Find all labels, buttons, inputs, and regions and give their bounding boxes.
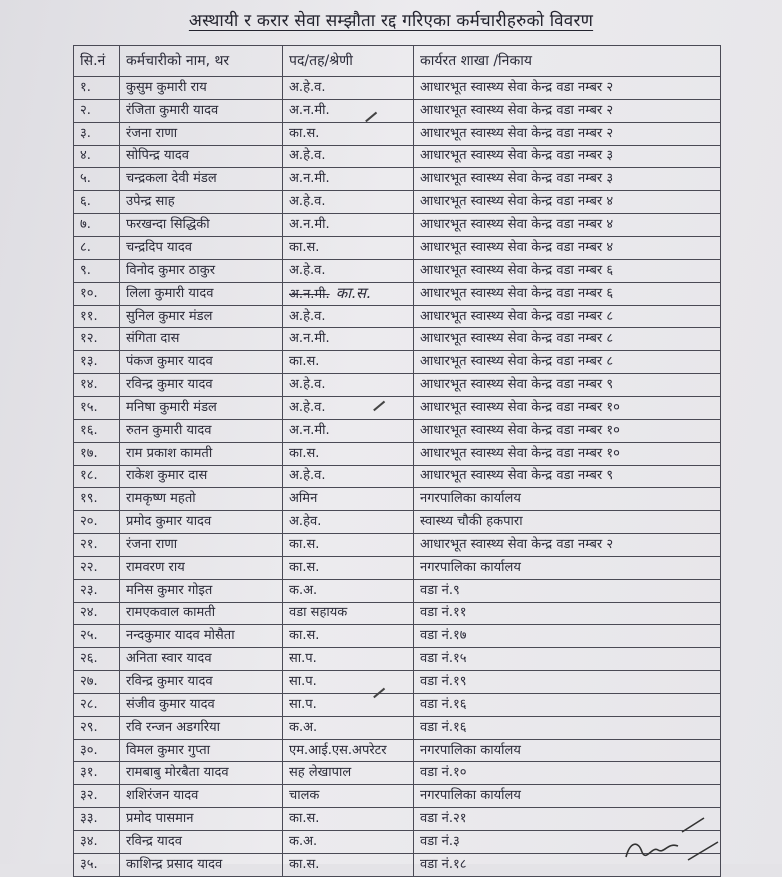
serial-cell: १६. <box>74 419 120 442</box>
office-cell: आधारभूत स्वास्थ्य सेवा केन्द्र वडा नम्बर ८ <box>414 328 721 351</box>
table-row <box>74 305 721 328</box>
office-cell: नगरपालिका कार्यालय <box>414 488 721 511</box>
post-cell: अ.हे.व. <box>283 191 414 214</box>
office-cell: आधारभूत स्वास्थ्य सेवा केन्द्र वडा नम्बर ८ <box>414 305 721 328</box>
post-cell: सह लेखापाल <box>283 762 414 785</box>
table-row <box>74 465 721 488</box>
table-row <box>74 671 721 694</box>
post-cell: का.स. <box>283 351 414 374</box>
post-cell: का.स. <box>283 556 414 579</box>
serial-cell: १७. <box>74 442 120 465</box>
office-cell: आधारभूत स्वास्थ्य सेवा केन्द्र वडा नम्बर ४ <box>414 214 721 237</box>
table-row <box>74 122 721 145</box>
table-row <box>74 145 721 168</box>
employee-table <box>73 45 721 877</box>
serial-cell: ४. <box>74 145 120 168</box>
table-row <box>74 214 721 237</box>
post-cell: अ.हे.व. <box>283 77 414 100</box>
name-cell: सुनिल कुमार मंडल <box>120 305 283 328</box>
post-cell: अ.हे.व. <box>283 374 414 397</box>
post-cell: का.स. <box>283 236 414 259</box>
table-body <box>74 77 721 877</box>
table-row <box>74 739 721 762</box>
table-row <box>74 419 721 442</box>
serial-cell: २०. <box>74 511 120 534</box>
post-cell: अ.हे.व. <box>283 305 414 328</box>
name-cell: रविन्द्र कुमार यादव <box>120 374 283 397</box>
name-cell: पंकज कुमार यादव <box>120 351 283 374</box>
name-cell: मनिस कुमार गोइत <box>120 579 283 602</box>
serial-cell: ११. <box>74 305 120 328</box>
office-cell: वडा नं.२१ <box>414 808 721 831</box>
office-cell: वडा नं.१७ <box>414 625 721 648</box>
name-cell: रंजिता कुमारी यादव <box>120 99 283 122</box>
post-cell: सा.प. <box>283 671 414 694</box>
name-cell: रविन्द्र यादव <box>120 831 283 854</box>
post-cell: का.स. <box>283 442 414 465</box>
serial-cell: २६. <box>74 648 120 671</box>
office-cell: आधारभूत स्वास्थ्य सेवा केन्द्र वडा नम्बर ८ <box>414 351 721 374</box>
office-cell: आधारभूत स्वास्थ्य सेवा केन्द्र वडा नम्बर ४ <box>414 191 721 214</box>
post-cell: अ.न.मी. <box>283 99 414 122</box>
post-cell: क.अ. <box>283 831 414 854</box>
table-row <box>74 259 721 282</box>
office-cell: आधारभूत स्वास्थ्य सेवा केन्द्र वडा नम्बर १० <box>414 442 721 465</box>
name-cell: राम प्रकाश कामती <box>120 442 283 465</box>
serial-cell: ७. <box>74 214 120 237</box>
table-row <box>74 351 721 374</box>
page-title: अस्थायी र करार सेवा सम्झौता रद्द गरिएका कर्मचारीहरुको विवरण <box>188 11 594 31</box>
office-cell: नगरपालिका कार्यालय <box>414 739 721 762</box>
name-cell: अनिता स्वार यादव <box>120 648 283 671</box>
name-cell: रामबाबु मोरबैता यादव <box>120 762 283 785</box>
office-cell: वडा नं.१० <box>414 762 721 785</box>
name-cell: मनिषा कुमारी मंडल <box>120 396 283 419</box>
office-cell: वडा नं.३ <box>414 831 721 854</box>
post-cell: का.स. <box>283 625 414 648</box>
post-cell: वडा सहायक <box>283 602 414 625</box>
header-serial: सि.नं <box>74 46 120 77</box>
office-cell: आधारभूत स्वास्थ्य सेवा केन्द्र वडा नम्बर ९ <box>414 374 721 397</box>
serial-cell: २५. <box>74 625 120 648</box>
name-cell: रामएकवाल कामती <box>120 602 283 625</box>
post-cell: सा.प. <box>283 648 414 671</box>
name-cell: विमल कुमार गुप्ता <box>120 739 283 762</box>
table-row <box>74 785 721 808</box>
name-cell: सोपिन्द्र यादव <box>120 145 283 168</box>
office-cell: स्वास्थ्य चौकी हकपारा <box>414 511 721 534</box>
handwritten-correction: का.स. <box>335 283 371 302</box>
header-post: पद/तह/श्रेणी <box>283 46 414 77</box>
table-header-row <box>74 46 721 77</box>
post-cell: अ.न.मी. <box>283 328 414 351</box>
serial-cell: ६. <box>74 191 120 214</box>
post-cell: एम.आई.एस.अपरेटर <box>283 739 414 762</box>
name-cell: रवि रन्जन अडगरिया <box>120 716 283 739</box>
serial-cell: २२. <box>74 556 120 579</box>
serial-cell: ३२. <box>74 785 120 808</box>
serial-cell: २७. <box>74 671 120 694</box>
office-cell: आधारभूत स्वास्थ्य सेवा केन्द्र वडा नम्बर २ <box>414 534 721 557</box>
name-cell: विनोद कुमार ठाकुर <box>120 259 283 282</box>
serial-cell: ५. <box>74 168 120 191</box>
office-cell: नगरपालिका कार्यालय <box>414 556 721 579</box>
post-cell: चालक <box>283 785 414 808</box>
office-cell: वडा नं.११ <box>414 602 721 625</box>
serial-cell: १९. <box>74 488 120 511</box>
serial-cell: २३. <box>74 579 120 602</box>
post-cell: का.स. <box>283 534 414 557</box>
table-row <box>74 534 721 557</box>
serial-cell: ३०. <box>74 739 120 762</box>
signature-scribble <box>608 812 728 864</box>
table-row <box>74 488 721 511</box>
name-cell: प्रमोद कुमार यादव <box>120 511 283 534</box>
post-cell: का.स. <box>283 808 414 831</box>
serial-cell: १२. <box>74 328 120 351</box>
post-cell: क.अ. <box>283 716 414 739</box>
office-cell: वडा नं.१८ <box>414 853 721 876</box>
office-cell: आधारभूत स्वास्थ्य सेवा केन्द्र वडा नम्बर २ <box>414 99 721 122</box>
serial-cell: १४. <box>74 374 120 397</box>
name-cell: कुसुम कुमारी राय <box>120 77 283 100</box>
table-row <box>74 693 721 716</box>
serial-cell: ३५. <box>74 853 120 876</box>
office-cell: आधारभूत स्वास्थ्य सेवा केन्द्र वडा नम्बर १० <box>414 419 721 442</box>
serial-cell: २९. <box>74 716 120 739</box>
office-cell: वडा नं.१९ <box>414 671 721 694</box>
table-row <box>74 374 721 397</box>
table-row <box>74 328 721 351</box>
serial-cell: १३. <box>74 351 120 374</box>
name-cell: रंजना राणा <box>120 122 283 145</box>
serial-cell: २८. <box>74 693 120 716</box>
office-cell: आधारभूत स्वास्थ्य सेवा केन्द्र वडा नम्बर ३ <box>414 145 721 168</box>
name-cell: काशिन्द्र प्रसाद यादव <box>120 853 283 876</box>
table-row <box>74 77 721 100</box>
name-cell: चन्द्रदिप यादव <box>120 236 283 259</box>
post-cell: अ.न.मी. <box>283 168 414 191</box>
table-row <box>74 579 721 602</box>
name-cell: लिला कुमारी यादव <box>120 282 283 305</box>
serial-cell: ३४. <box>74 831 120 854</box>
serial-cell: १५. <box>74 396 120 419</box>
serial-cell: ३१. <box>74 762 120 785</box>
post-cell: का.स. <box>283 853 414 876</box>
post-cell: अ.हे.व. <box>283 396 414 419</box>
table-row <box>74 236 721 259</box>
post-cell: अ.हे.व. <box>283 145 414 168</box>
serial-cell: ३३. <box>74 808 120 831</box>
name-cell: फरखन्दा सिद्धिकी <box>120 214 283 237</box>
office-cell: आधारभूत स्वास्थ्य सेवा केन्द्र वडा नम्बर २ <box>414 77 721 100</box>
table-row <box>74 625 721 648</box>
struck-post-text: अ.न.मी. <box>289 286 330 302</box>
office-cell: आधारभूत स्वास्थ्य सेवा केन्द्र वडा नम्बर ६ <box>414 282 721 305</box>
office-cell: आधारभूत स्वास्थ्य सेवा केन्द्र वडा नम्बर ६ <box>414 259 721 282</box>
office-cell: वडा नं.९ <box>414 579 721 602</box>
serial-cell: १८. <box>74 465 120 488</box>
office-cell: वडा नं.१६ <box>414 716 721 739</box>
post-cell: अमिन <box>283 488 414 511</box>
header-office: कार्यरत शाखा /निकाय <box>414 46 721 77</box>
serial-cell: १. <box>74 77 120 100</box>
serial-cell: १०. <box>74 282 120 305</box>
office-cell: वडा नं.१६ <box>414 693 721 716</box>
post-cell: का.स. <box>283 122 414 145</box>
post-cell: अ.हेव. <box>283 511 414 534</box>
office-cell: नगरपालिका कार्यालय <box>414 785 721 808</box>
name-cell: शशिरंजन यादव <box>120 785 283 808</box>
table-row <box>74 716 721 739</box>
name-cell: रुतन कुमारी यादव <box>120 419 283 442</box>
table-row <box>74 442 721 465</box>
table-row <box>74 602 721 625</box>
name-cell: रंजना राणा <box>120 534 283 557</box>
table-row <box>74 396 721 419</box>
serial-cell: २१. <box>74 534 120 557</box>
serial-cell: ३. <box>74 122 120 145</box>
name-cell: उपेन्द्र साह <box>120 191 283 214</box>
name-cell: चन्द्रकला देवी मंडल <box>120 168 283 191</box>
name-cell: रामकृष्ण महतो <box>120 488 283 511</box>
serial-cell: ८. <box>74 236 120 259</box>
name-cell: प्रमोद पासमान <box>120 808 283 831</box>
serial-cell: २. <box>74 99 120 122</box>
post-cell <box>283 282 414 305</box>
post-cell: अ.न.मी. <box>283 419 414 442</box>
table-row <box>74 168 721 191</box>
name-cell: रामवरण राय <box>120 556 283 579</box>
name-cell: नन्दकुमार यादव मोसैता <box>120 625 283 648</box>
post-cell: अ.हे.व. <box>283 465 414 488</box>
name-cell: राकेश कुमार दास <box>120 465 283 488</box>
table-row <box>74 762 721 785</box>
table-row <box>74 191 721 214</box>
post-cell: अ.हे.व. <box>283 259 414 282</box>
post-cell: क.अ. <box>283 579 414 602</box>
post-cell: सा.प. <box>283 693 414 716</box>
table-row <box>74 648 721 671</box>
name-cell: रविन्द्र कुमार यादव <box>120 671 283 694</box>
table-row <box>74 511 721 534</box>
serial-cell: २४. <box>74 602 120 625</box>
table-row <box>74 282 721 305</box>
name-cell: संजीव कुमार यादव <box>120 693 283 716</box>
serial-cell: ९. <box>74 259 120 282</box>
office-cell: आधारभूत स्वास्थ्य सेवा केन्द्र वडा नम्बर ४ <box>414 236 721 259</box>
post-cell: अ.न.मी. <box>283 214 414 237</box>
office-cell: आधारभूत स्वास्थ्य सेवा केन्द्र वडा नम्बर १० <box>414 396 721 419</box>
table-row <box>74 556 721 579</box>
table-row <box>74 99 721 122</box>
office-cell: आधारभूत स्वास्थ्य सेवा केन्द्र वडा नम्बर ९ <box>414 465 721 488</box>
office-cell: वडा नं.१५ <box>414 648 721 671</box>
office-cell: आधारभूत स्वास्थ्य सेवा केन्द्र वडा नम्बर २ <box>414 122 721 145</box>
header-name: कर्मचारीको नाम, थर <box>120 46 283 77</box>
office-cell: आधारभूत स्वास्थ्य सेवा केन्द्र वडा नम्बर ३ <box>414 168 721 191</box>
name-cell: संगिता दास <box>120 328 283 351</box>
